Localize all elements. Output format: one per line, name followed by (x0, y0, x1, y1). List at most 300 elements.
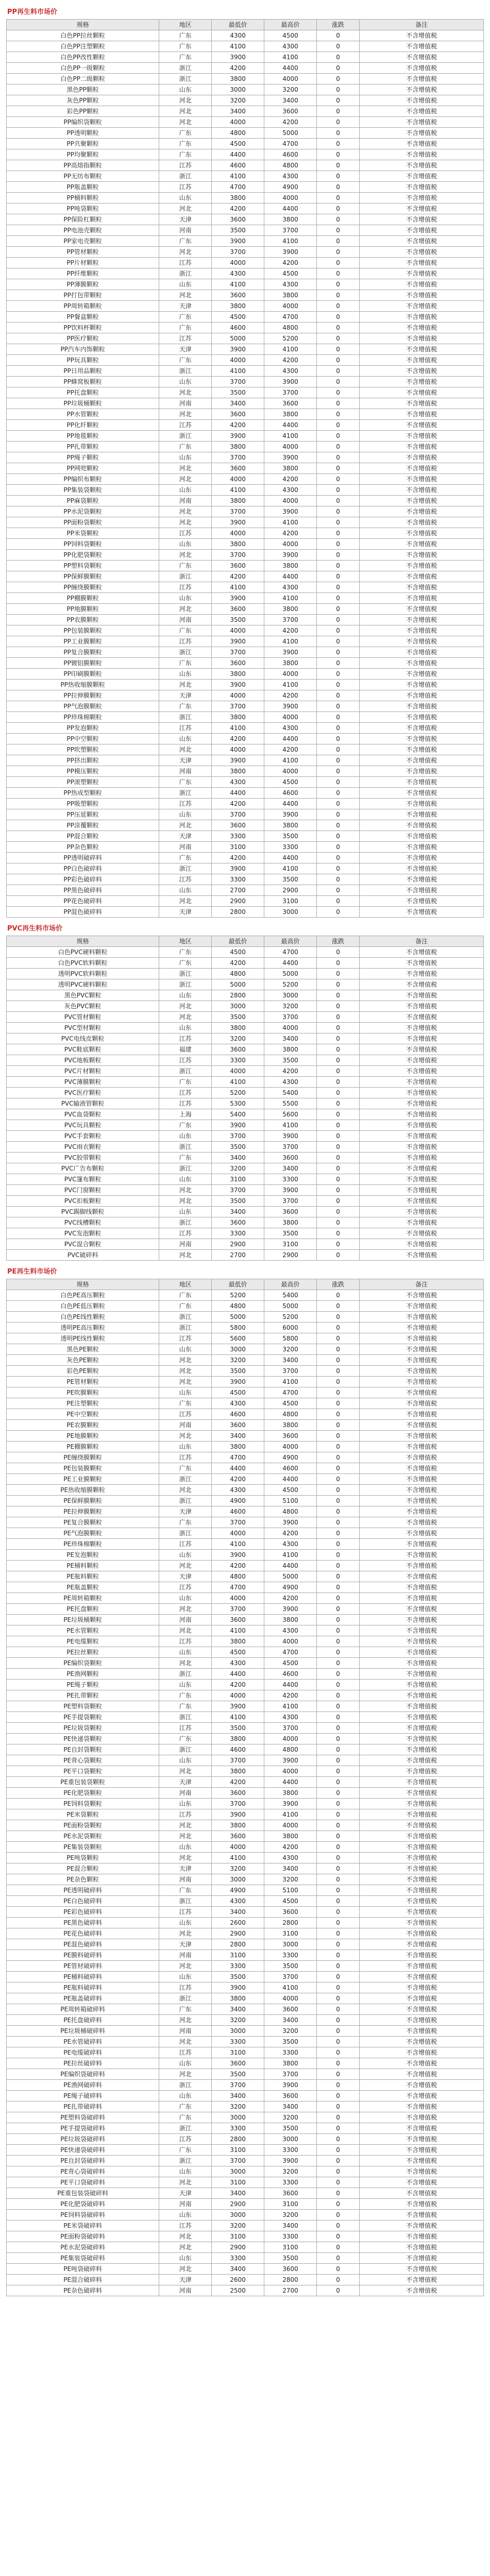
cell-high: 4800 (264, 1506, 317, 1517)
cell-change: 0 (316, 377, 359, 387)
cell-change: 0 (316, 625, 359, 636)
cell-region: 天津 (159, 2275, 212, 2285)
cell-high: 3800 (264, 604, 317, 615)
cell-note: 不含增值税 (360, 2145, 484, 2156)
table-row (7, 1636, 484, 1647)
cell-change: 0 (316, 366, 359, 377)
column-header-region: 地区 (159, 936, 212, 947)
cell-high: 4200 (264, 117, 317, 128)
cell-change: 0 (316, 1571, 359, 1582)
cell-region: 浙江 (159, 2156, 212, 2166)
cell-high: 4200 (264, 1842, 317, 1853)
cell-high: 4200 (264, 355, 317, 366)
cell-high: 4000 (264, 1820, 317, 1831)
cell-change: 0 (316, 2134, 359, 2145)
cell-high: 3800 (264, 1615, 317, 1625)
table-row (7, 1398, 484, 1409)
cell-name: PP日用品颗粒 (7, 366, 159, 377)
cell-change: 0 (316, 517, 359, 528)
cell-high: 3800 (264, 561, 317, 571)
cell-high: 3900 (264, 247, 317, 258)
cell-change: 0 (316, 1506, 359, 1517)
cell-name: PE周转箱颗粒 (7, 1593, 159, 1604)
cell-low: 3800 (212, 1766, 264, 1777)
cell-note: 不含增值税 (360, 1098, 484, 1109)
cell-note: 不含增值税 (360, 1066, 484, 1077)
cell-low: 3700 (212, 1131, 264, 1142)
cell-change: 0 (316, 863, 359, 874)
cell-note: 不含增值税 (360, 1788, 484, 1799)
cell-name: PP电池壳颗粒 (7, 225, 159, 236)
cell-change: 0 (316, 2112, 359, 2123)
cell-low: 3400 (212, 106, 264, 117)
cell-high: 4300 (264, 485, 317, 496)
cell-name: 白色PE低压颗粒 (7, 1301, 159, 1312)
cell-low: 2900 (212, 1928, 264, 1939)
cell-high: 3800 (264, 1420, 317, 1431)
cell-high: 3700 (264, 225, 317, 236)
cell-region: 江苏 (159, 1088, 212, 1098)
cell-low: 4000 (212, 744, 264, 755)
cell-note: 不含增值税 (360, 1333, 484, 1344)
cell-note: 不含增值税 (360, 1398, 484, 1409)
cell-region: 山东 (159, 84, 212, 95)
cell-name: PVC玩具颗粒 (7, 1120, 159, 1131)
cell-name: PE发泡颗粒 (7, 1550, 159, 1561)
table-row (7, 1196, 484, 1207)
cell-name: PE垃圾桶破碎料 (7, 2026, 159, 2037)
cell-note: 不含增值税 (360, 1185, 484, 1196)
cell-low: 4000 (212, 1066, 264, 1077)
cell-high: 4300 (264, 366, 317, 377)
cell-region: 天津 (159, 907, 212, 918)
cell-name: PE缠绕膜颗粒 (7, 1452, 159, 1463)
cell-low: 3900 (212, 431, 264, 442)
table-row (7, 625, 484, 636)
cell-high: 3700 (264, 615, 317, 625)
cell-low: 3900 (212, 1377, 264, 1387)
cell-low: 3200 (212, 1863, 264, 1874)
cell-name: PE瓶盖破碎料 (7, 1993, 159, 2004)
cell-low: 4100 (212, 723, 264, 734)
cell-change: 0 (316, 1431, 359, 1442)
cell-low: 2800 (212, 2134, 264, 2145)
table-row (7, 969, 484, 979)
cell-high: 3400 (264, 2015, 317, 2026)
column-header-low: 最低价 (212, 1279, 264, 1290)
cell-region: 广东 (159, 2102, 212, 2112)
cell-high: 3700 (264, 1012, 317, 1023)
cell-high: 4400 (264, 204, 317, 214)
cell-change: 0 (316, 128, 359, 139)
cell-high: 4000 (264, 1734, 317, 1744)
cell-low: 3200 (212, 1355, 264, 1366)
cell-region: 河北 (159, 1196, 212, 1207)
cell-high: 4000 (264, 1442, 317, 1452)
table-row (7, 41, 484, 52)
table-row (7, 2199, 484, 2210)
cell-low: 5000 (212, 1312, 264, 1323)
cell-note: 不含增值税 (360, 1550, 484, 1561)
cell-name: PE绳子破碎料 (7, 2091, 159, 2102)
cell-change: 0 (316, 1207, 359, 1217)
cell-note: 不含增值税 (360, 788, 484, 799)
table-row (7, 247, 484, 258)
table-row (7, 420, 484, 431)
cell-low: 5800 (212, 1323, 264, 1333)
cell-note: 不含增值税 (360, 236, 484, 247)
cell-high: 3900 (264, 809, 317, 820)
cell-name: PP无纺布颗粒 (7, 171, 159, 182)
cell-low: 4100 (212, 279, 264, 290)
cell-name: PVC血袋颗粒 (7, 1109, 159, 1120)
cell-note: 不含增值税 (360, 171, 484, 182)
cell-low: 3500 (212, 1196, 264, 1207)
cell-low: 3800 (212, 1023, 264, 1033)
cell-name: PP塑料袋颗粒 (7, 561, 159, 571)
column-header-name: 规格 (7, 20, 159, 30)
cell-low: 4100 (212, 41, 264, 52)
cell-change: 0 (316, 550, 359, 561)
cell-note: 不含增值税 (360, 1077, 484, 1088)
cell-region: 浙江 (159, 1993, 212, 2004)
table-row (7, 344, 484, 355)
cell-change: 0 (316, 2058, 359, 2069)
cell-low: 4200 (212, 204, 264, 214)
cell-note: 不含增值税 (360, 1344, 484, 1355)
cell-name: PP压延颗粒 (7, 809, 159, 820)
table-row (7, 2156, 484, 2166)
cell-note: 不含增值税 (360, 1777, 484, 1788)
cell-high: 4500 (264, 777, 317, 788)
cell-change: 0 (316, 409, 359, 420)
cell-note: 不含增值税 (360, 1950, 484, 1961)
cell-high: 4000 (264, 669, 317, 680)
cell-region: 浙江 (159, 431, 212, 442)
table-row (7, 268, 484, 279)
cell-name: PVC篷布颗粒 (7, 1174, 159, 1185)
cell-name: PVC门窗颗粒 (7, 1185, 159, 1196)
table-row (7, 734, 484, 744)
cell-low: 5000 (212, 979, 264, 990)
cell-name: PE扎带颗粒 (7, 1690, 159, 1701)
cell-region: 河北 (159, 1561, 212, 1571)
table-row (7, 1680, 484, 1690)
cell-name: PP热收缩膜颗粒 (7, 680, 159, 690)
table-row (7, 258, 484, 268)
cell-name: PP共聚颗粒 (7, 139, 159, 149)
cell-region: 浙江 (159, 366, 212, 377)
cell-high: 3800 (264, 820, 317, 831)
cell-change: 0 (316, 1669, 359, 1680)
cell-low: 3300 (212, 831, 264, 842)
cell-change: 0 (316, 2037, 359, 2047)
cell-note: 不含增值税 (360, 1506, 484, 1517)
cell-name: PP打包带颗粒 (7, 290, 159, 301)
table-row (7, 2037, 484, 2047)
cell-name: PE集装袋颗粒 (7, 1842, 159, 1853)
cell-high: 3900 (264, 1604, 317, 1615)
table-row (7, 1098, 484, 1109)
cell-change: 0 (316, 2102, 359, 2112)
table-row (7, 1185, 484, 1196)
table-row (7, 1723, 484, 1734)
cell-note: 不含增值税 (360, 1207, 484, 1217)
cell-high: 3900 (264, 1517, 317, 1528)
cell-region: 河北 (159, 1658, 212, 1669)
cell-name: PP高熔指颗粒 (7, 160, 159, 171)
cell-region: 河北 (159, 1604, 212, 1615)
cell-region: 河南 (159, 2199, 212, 2210)
cell-name: PE瓶盖颗粒 (7, 1582, 159, 1593)
cell-low: 3200 (212, 2221, 264, 2231)
cell-low: 3300 (212, 874, 264, 885)
cell-high: 4200 (264, 258, 317, 268)
cell-note: 不含增值税 (360, 1961, 484, 1972)
cell-region: 广东 (159, 1120, 212, 1131)
table-row (7, 2210, 484, 2221)
cell-name: PE地膜颗粒 (7, 1431, 159, 1442)
cell-change: 0 (316, 420, 359, 431)
cell-region: 江苏 (159, 1033, 212, 1044)
cell-note: 不含增值税 (360, 377, 484, 387)
cell-name: PE编织袋破碎料 (7, 2069, 159, 2080)
cell-change: 0 (316, 669, 359, 680)
cell-note: 不含增值税 (360, 896, 484, 907)
cell-low: 4800 (212, 1571, 264, 1582)
table-row (7, 1463, 484, 1474)
cell-note: 不含增值税 (360, 615, 484, 625)
cell-high: 5000 (264, 1301, 317, 1312)
cell-name: PE拉丝破碎料 (7, 2058, 159, 2069)
cell-region: 天津 (159, 755, 212, 766)
cell-name: PE自封袋颗粒 (7, 1744, 159, 1755)
cell-note: 不含增值税 (360, 1744, 484, 1755)
cell-change: 0 (316, 1398, 359, 1409)
cell-low: 3500 (212, 1366, 264, 1377)
cell-name: PP周转箱颗粒 (7, 301, 159, 312)
cell-change: 0 (316, 1463, 359, 1474)
column-header-high: 最高价 (264, 20, 317, 30)
cell-change: 0 (316, 1366, 359, 1377)
cell-low: 3700 (212, 809, 264, 820)
cell-low: 3700 (212, 701, 264, 712)
cell-name: PP编织布颗粒 (7, 474, 159, 485)
table-row (7, 636, 484, 647)
cell-low: 3600 (212, 604, 264, 615)
cell-change: 0 (316, 1972, 359, 1982)
cell-name: PVC广告布颗粒 (7, 1163, 159, 1174)
cell-name: PVC地板颗粒 (7, 1055, 159, 1066)
section-title: PVC再生料市场价 (7, 925, 63, 933)
cell-high: 3600 (264, 1207, 317, 1217)
cell-low: 4100 (212, 1539, 264, 1550)
cell-region: 浙江 (159, 969, 212, 979)
cell-name: PE绳子颗粒 (7, 1680, 159, 1690)
cell-high: 4000 (264, 712, 317, 723)
cell-high: 4100 (264, 636, 317, 647)
cell-low: 3800 (212, 712, 264, 723)
cell-change: 0 (316, 2145, 359, 2156)
cell-region: 河南 (159, 842, 212, 853)
cell-region: 山东 (159, 990, 212, 1001)
cell-region: 河北 (159, 604, 212, 615)
cell-region: 江苏 (159, 333, 212, 344)
cell-change: 0 (316, 149, 359, 160)
cell-name: PP发泡颗粒 (7, 723, 159, 734)
cell-note: 不含增值税 (360, 2221, 484, 2231)
cell-name: PE工业膜颗粒 (7, 1474, 159, 1485)
table-row (7, 820, 484, 831)
table-row (7, 193, 484, 204)
cell-change: 0 (316, 1055, 359, 1066)
cell-high: 3500 (264, 874, 317, 885)
table-row (7, 1474, 484, 1485)
cell-high: 4300 (264, 171, 317, 182)
cell-change: 0 (316, 1799, 359, 1809)
cell-change: 0 (316, 582, 359, 593)
cell-low: 3000 (212, 1874, 264, 1885)
cell-change: 0 (316, 1066, 359, 1077)
cell-name: PP均聚颗粒 (7, 149, 159, 160)
table-row (7, 1420, 484, 1431)
cell-low: 3200 (212, 2015, 264, 2026)
cell-name: PP滚塑颗粒 (7, 777, 159, 788)
cell-change: 0 (316, 312, 359, 323)
cell-change: 0 (316, 485, 359, 496)
cell-note: 不含增值税 (360, 1355, 484, 1366)
cell-high: 4200 (264, 474, 317, 485)
cell-change: 0 (316, 2080, 359, 2091)
table-row (7, 160, 484, 171)
cell-region: 河北 (159, 409, 212, 420)
cell-change: 0 (316, 1301, 359, 1312)
cell-note: 不含增值税 (360, 2069, 484, 2080)
cell-low: 3000 (212, 2026, 264, 2037)
cell-low: 3800 (212, 1636, 264, 1647)
cell-low: 2800 (212, 990, 264, 1001)
table-row (7, 1766, 484, 1777)
cell-name: 黑色PE颗粒 (7, 1344, 159, 1355)
cell-high: 5000 (264, 128, 317, 139)
cell-note: 不含增值税 (360, 1153, 484, 1163)
cell-name: PP餐盒颗粒 (7, 312, 159, 323)
table-row (7, 1333, 484, 1344)
cell-low: 4500 (212, 139, 264, 149)
cell-region: 山东 (159, 1207, 212, 1217)
cell-note: 不含增值税 (360, 863, 484, 874)
cell-low: 2500 (212, 2285, 264, 2296)
cell-high: 4700 (264, 139, 317, 149)
cell-region: 山东 (159, 452, 212, 463)
cell-note: 不含增值税 (360, 84, 484, 95)
cell-name: PP镀铝膜颗粒 (7, 658, 159, 669)
cell-region: 江苏 (159, 1809, 212, 1820)
table-row (7, 1344, 484, 1355)
cell-region: 河南 (159, 1874, 212, 1885)
table-row (7, 279, 484, 290)
cell-name: PVC线槽颗粒 (7, 1217, 159, 1228)
cell-note: 不含增值税 (360, 1928, 484, 1939)
cell-high: 3100 (264, 2199, 317, 2210)
cell-low: 3400 (212, 1431, 264, 1442)
cell-change: 0 (316, 1842, 359, 1853)
cell-name: PE垃圾桶颗粒 (7, 1615, 159, 1625)
table-row (7, 1120, 484, 1131)
cell-change: 0 (316, 1831, 359, 1842)
table-row (7, 1701, 484, 1712)
cell-name: PE透明破碎料 (7, 1885, 159, 1896)
cell-note: 不含增值税 (360, 907, 484, 918)
table-row (7, 1582, 484, 1593)
cell-name: PP化纤颗粒 (7, 420, 159, 431)
table-row (7, 1842, 484, 1853)
cell-region: 江苏 (159, 1723, 212, 1734)
cell-change: 0 (316, 2166, 359, 2177)
cell-note: 不含增值税 (360, 1055, 484, 1066)
table-row (7, 1023, 484, 1033)
cell-high: 3600 (264, 2264, 317, 2275)
table-row (7, 2047, 484, 2058)
cell-name: PE吹膜颗粒 (7, 1387, 159, 1398)
cell-name: PE扎带破碎料 (7, 2102, 159, 2112)
cell-region: 广东 (159, 1701, 212, 1712)
cell-region: 山东 (159, 1799, 212, 1809)
cell-high: 4100 (264, 1982, 317, 1993)
table-row (7, 2123, 484, 2134)
table-row (7, 1907, 484, 1918)
cell-high: 3700 (264, 2069, 317, 2080)
cell-note: 不含增值税 (360, 1658, 484, 1669)
cell-change: 0 (316, 1907, 359, 1918)
cell-name: PE自封袋破碎料 (7, 2156, 159, 2166)
table-row (7, 863, 484, 874)
cell-region: 河北 (159, 680, 212, 690)
cell-low: 3800 (212, 1820, 264, 1831)
cell-high: 4900 (264, 1452, 317, 1463)
cell-change: 0 (316, 571, 359, 582)
cell-name: PE农膜颗粒 (7, 1420, 159, 1431)
cell-name: PP扎带颗粒 (7, 442, 159, 452)
cell-region: 河南 (159, 615, 212, 625)
cell-high: 3100 (264, 896, 317, 907)
cell-name: PP托盘颗粒 (7, 387, 159, 398)
cell-low: 3300 (212, 1228, 264, 1239)
table-row (7, 947, 484, 958)
cell-high: 3600 (264, 398, 317, 409)
cell-high: 3000 (264, 990, 317, 1001)
cell-change: 0 (316, 2242, 359, 2253)
table-row (7, 1239, 484, 1250)
cell-name: PE电缆破碎料 (7, 2047, 159, 2058)
table-row (7, 2112, 484, 2123)
cell-name: 彩色PE颗粒 (7, 1366, 159, 1377)
cell-name: PP保险杠颗粒 (7, 214, 159, 225)
cell-low: 3400 (212, 1207, 264, 1217)
cell-change: 0 (316, 1723, 359, 1734)
cell-high: 4200 (264, 1593, 317, 1604)
cell-name: 灰色PP颗粒 (7, 95, 159, 106)
cell-region: 河北 (159, 247, 212, 258)
cell-low: 3700 (212, 1517, 264, 1528)
cell-low: 4000 (212, 1842, 264, 1853)
cell-region: 河北 (159, 95, 212, 106)
cell-note: 不含增值税 (360, 1474, 484, 1485)
cell-change: 0 (316, 1217, 359, 1228)
cell-high: 4800 (264, 1744, 317, 1755)
cell-high: 3500 (264, 831, 317, 842)
cell-name: PP网兜颗粒 (7, 463, 159, 474)
